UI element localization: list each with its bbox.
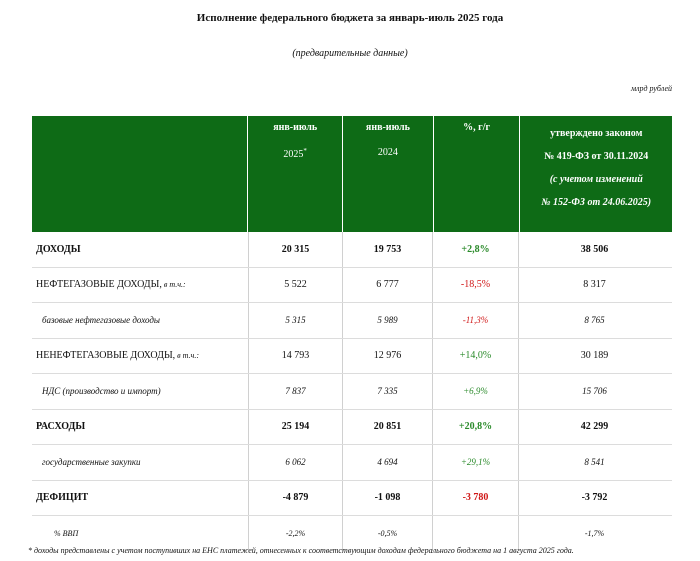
cell-2025: 14 793 [248,339,342,374]
table-row [32,303,672,339]
cell-2025: 20 315 [248,232,342,267]
header-col-yoy-label: %, г/г [463,122,491,133]
cell-2024: 12 976 [342,339,432,374]
table-row [32,481,672,517]
cell-law: 30 189 [518,339,670,374]
footnote: * доходы представлены с учетом поступивших на ЕНС платежей, отнесенных к соответствующим доходам федерального бюджета на 1 августа 2025 года. [28,546,574,555]
units-label: млрд рублей [630,84,672,93]
header-col-law-line4: № 152-ФЗ от 24.06.2025) [541,197,652,208]
header-blank-cell [32,116,247,232]
table-header [32,116,672,232]
cell-law: 38 506 [518,232,670,267]
cell-2024: -0,5% [342,516,432,551]
row-label [32,279,248,290]
cell-law: -3 792 [518,481,670,516]
cell-2025: 5 315 [248,303,342,338]
cell-2024: -1 098 [342,481,432,516]
row-label: % ВВП [54,528,79,538]
row-label: базовые нефтегазовые доходы [42,315,160,326]
cell-law: 15 706 [518,374,670,409]
cell-law: 8 541 [518,445,670,480]
cell-2025: -4 879 [248,481,342,516]
table-row [32,410,672,446]
row-label [32,350,248,361]
budget-table [32,116,672,551]
cell-yoy: -18,5% [432,268,518,303]
cell-2024: 4 694 [342,445,432,480]
cell-yoy: -3 780 [432,481,518,516]
page-title: Исполнение федерального бюджета за январь-июль 2025 года [196,12,504,24]
cell-yoy: +2,8% [432,232,518,267]
cell-2025: -2,2% [248,516,342,551]
cell-2024: 5 989 [342,303,432,338]
header-col-2025 [247,116,342,232]
header-col-2024-year: 2024 [377,147,398,158]
cell-2024: 19 753 [342,232,432,267]
row-label-text: НЕФТЕГАЗОВЫЕ ДОХОДЫ, [36,279,162,291]
row-label: НДС (производство и импорт) [42,386,161,397]
header-col-2025-period: янв-июль [273,122,318,133]
cell-law: 8 317 [518,268,670,303]
cell-law: -1,7% [518,516,670,551]
table-row [32,268,672,304]
row-label-suffix: в т.ч.: [175,351,199,361]
row-label-text: НЕНЕФТЕГАЗОВЫЕ ДОХОДЫ, [36,350,176,362]
table-row [32,232,672,268]
header-col-2024 [342,116,433,232]
cell-2025: 5 522 [248,268,342,303]
row-label-suffix: в т.ч.: [161,280,186,290]
table-row [32,445,672,481]
cell-law: 42 299 [518,410,670,445]
page-subtitle: (предварительные данные) [292,48,408,59]
header-col-law-line2: № 419-ФЗ от 30.11.2024 [544,151,649,162]
cell-2024: 6 777 [342,268,432,303]
header-col-law-line1: утверждено законом [550,128,643,139]
cell-yoy: +14,0% [432,339,518,374]
header-col-law [519,116,672,232]
cell-yoy: -11,3% [432,303,518,338]
header-col-2024-period: янв-июль [365,122,410,133]
cell-2025: 7 837 [248,374,342,409]
cell-yoy: +6,9% [432,374,518,409]
cell-yoy: +29,1% [432,445,518,480]
cell-2025: 25 194 [248,410,342,445]
row-label: государственные закупки [42,457,141,468]
table-row [32,374,672,410]
table-row [32,339,672,375]
footnote-mark: * [303,147,307,155]
cell-2024: 20 851 [342,410,432,445]
row-label: ДОХОДЫ [36,243,81,255]
header-col-2025-year: 2025 [283,149,304,160]
header-col-yoy [433,116,520,232]
cell-yoy: +20,8% [432,410,518,445]
cell-2025: 6 062 [248,445,342,480]
row-label: РАСХОДЫ [36,421,86,433]
header-col-law-line3: (с учетом изменений [549,174,643,185]
cell-law: 8 765 [518,303,670,338]
row-label: ДЕФИЦИТ [36,492,89,504]
cell-2024: 7 335 [342,374,432,409]
